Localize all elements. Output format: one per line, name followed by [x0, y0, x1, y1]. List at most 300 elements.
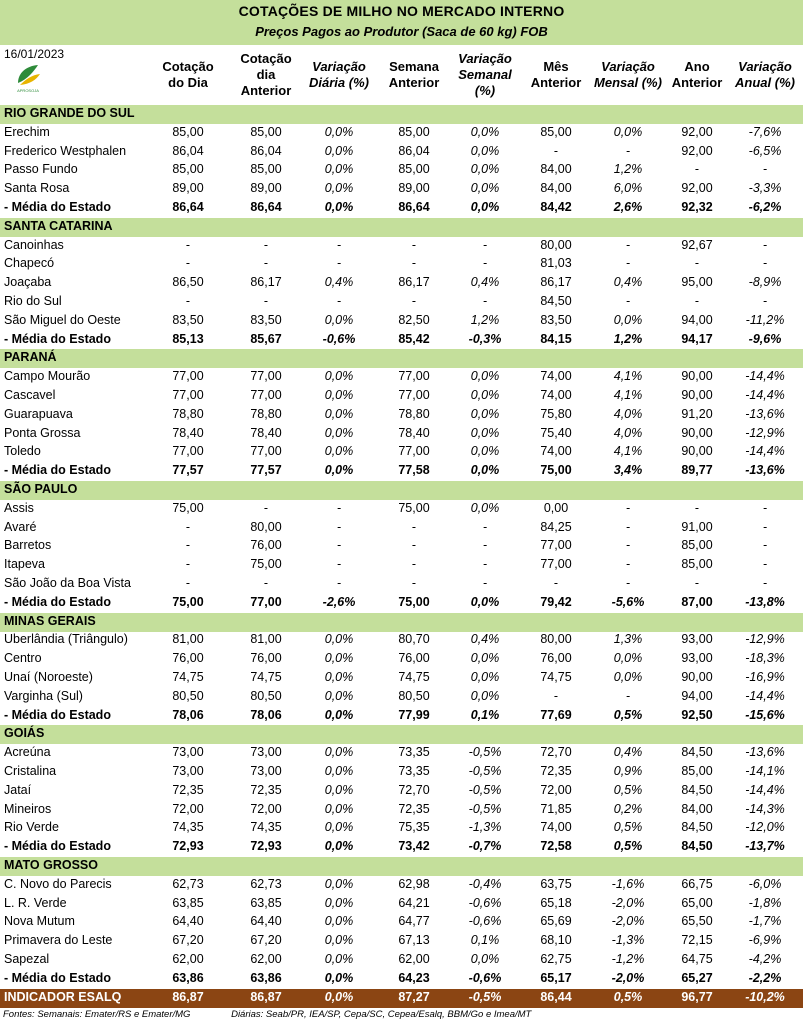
section-header [0, 349, 803, 368]
cell-col-8: 90,00 [681, 388, 713, 402]
cell-col-3: 0,0% [324, 200, 354, 214]
state-average-row [0, 970, 803, 989]
table-row-label: Mineiros [4, 801, 52, 816]
table-row-label: Toledo [4, 444, 41, 459]
cell-col-1: 77,00 [172, 369, 204, 384]
cell-col-6: 77,69 [540, 707, 572, 722]
cell-col-2: 80,50 [250, 688, 282, 703]
cell-col-4: 86,64 [398, 200, 430, 214]
cell-col-9: -3,3% [748, 181, 782, 196]
cell-col-6: 84,15 [540, 331, 572, 346]
cell-col-3: - [336, 538, 342, 553]
cell-col-2: 86,87 [250, 989, 282, 1004]
table-row-label: C. Novo do Parecis [4, 876, 112, 891]
cell-col-6: 65,17 [540, 970, 572, 985]
cell-col-9: - [762, 500, 768, 515]
cell-col-4: 85,00 [398, 162, 430, 177]
section-header [0, 481, 803, 500]
cell-col-9: -10,2% [745, 989, 785, 1004]
cell-col-5: 0,0% [470, 952, 500, 966]
cell-col-7: -2,0% [611, 970, 645, 985]
cell-col-3: 0,0% [324, 801, 354, 816]
cell-col-4: - [411, 237, 417, 252]
cell-col-7: -1,3% [611, 933, 645, 948]
cell-col-3: 0,0% [324, 181, 354, 196]
table-row-label: São Miguel do Oeste [4, 312, 121, 327]
cell-col-3: 0,0% [324, 143, 354, 158]
cell-col-3: 0,0% [324, 876, 354, 891]
cell-col-8: 85,00 [681, 764, 713, 778]
cell-col-2: 77,57 [250, 463, 282, 478]
cell-col-9: -12,9% [745, 425, 785, 440]
table-row [0, 876, 803, 895]
cell-col-2: 86,64 [250, 200, 282, 214]
table-row [0, 124, 803, 143]
cell-col-5: - [482, 557, 488, 572]
cell-col-2: 76,00 [250, 538, 282, 553]
table-row [0, 556, 803, 575]
cell-col-2: 78,80 [250, 406, 282, 421]
cell-col-3: 0,0% [324, 651, 354, 666]
cell-col-6: 79,42 [540, 594, 572, 609]
cell-col-3: 0,0% [324, 764, 354, 778]
table-row-label: Uberlândia (Triângulo) [4, 632, 128, 647]
cell-col-4: - [411, 519, 417, 534]
cell-col-5: 0,0% [470, 406, 500, 421]
cell-col-4: 80,70 [398, 632, 430, 647]
section-header [0, 613, 803, 632]
cell-col-4: - [411, 557, 417, 572]
aprosoja-logo-icon [14, 63, 42, 93]
cell-col-9: -14,4% [745, 688, 785, 703]
cell-col-5: 0,0% [470, 162, 500, 177]
table-row-label: Itapeva [4, 557, 46, 572]
cell-col-5: -0,6% [468, 895, 502, 910]
cell-col-9: -14,1% [745, 764, 785, 778]
cell-col-7: 2,6% [613, 200, 643, 214]
cell-col-7: 1,2% [613, 162, 643, 177]
cell-col-7: 0,0% [613, 124, 643, 139]
cell-col-5: 0,4% [470, 275, 500, 290]
table-row-label: Rio do Sul [4, 294, 62, 308]
cell-col-8: - [694, 256, 700, 271]
cell-col-2: 74,75 [250, 670, 282, 684]
table-row-label: Avaré [4, 519, 37, 534]
cell-col-7: - [625, 237, 631, 252]
cell-col-5: 0,0% [470, 500, 500, 515]
table-row [0, 519, 803, 538]
cell-col-8: 64,75 [681, 952, 713, 966]
section-header-label: MATO GROSSO [4, 858, 98, 872]
table-row-label: Varginha (Sul) [4, 688, 83, 703]
cell-col-7: 3,4% [613, 463, 643, 478]
section-header-label: PARANÁ [4, 350, 57, 365]
table-row-label: Campo Mourão [4, 369, 91, 384]
table-row-label: Erechim [4, 124, 50, 139]
cell-col-2: 73,00 [250, 745, 282, 760]
cell-col-4: 72,35 [398, 801, 430, 816]
table-row-label: Chapecó [4, 256, 55, 271]
cell-col-9: -1,7% [748, 914, 782, 929]
cell-col-2: - [263, 256, 269, 271]
footer-daily-sources: Diárias: Seab/PR, IEA/SP, Cepa/SC, Cepea/Esalq, BBM/Go e Imea/MT [231, 1009, 532, 1020]
cell-col-3: - [336, 557, 342, 572]
cell-col-1: 80,50 [172, 688, 204, 703]
table-row [0, 143, 803, 162]
cell-col-6: 84,42 [540, 200, 572, 214]
cell-col-8: 95,00 [681, 275, 713, 290]
table-row-label: Acreúna [4, 745, 51, 760]
cell-col-1: 63,86 [172, 970, 204, 985]
cell-col-7: 4,0% [613, 425, 643, 440]
cell-col-3: 0,0% [324, 312, 354, 327]
cell-col-2: - [263, 237, 269, 252]
cell-col-3: 0,0% [324, 839, 354, 854]
cell-col-6: 0,00 [543, 500, 569, 515]
cell-col-7: 4,1% [613, 388, 643, 402]
cell-col-1: - [185, 519, 191, 534]
cell-col-8: 87,00 [681, 594, 713, 609]
state-average-row-label: - Média do Estado [4, 707, 111, 722]
cell-col-6: 86,44 [540, 989, 572, 1004]
cell-col-3: 0,0% [324, 745, 354, 760]
cell-col-2: 77,00 [250, 369, 282, 384]
section-header-label: SÃO PAULO [4, 482, 78, 496]
cell-col-9: -14,4% [745, 388, 785, 402]
cell-col-7: - [625, 538, 631, 553]
table-row-label: Guarapuava [4, 406, 73, 421]
cell-col-3: -0,6% [322, 331, 356, 346]
cell-col-8: 85,00 [681, 538, 713, 553]
cell-col-1: 86,87 [172, 989, 204, 1004]
cell-col-4: 64,23 [398, 970, 430, 985]
cell-col-3: 0,0% [324, 406, 354, 421]
cell-col-2: 83,50 [250, 312, 282, 327]
cell-col-8: 94,00 [681, 312, 713, 327]
cell-col-1: 62,00 [172, 952, 204, 966]
column-header-7: Variação Mensal (%) [594, 59, 662, 90]
esalq-indicator-row [0, 989, 803, 1008]
state-average-row [0, 594, 803, 613]
table-row [0, 274, 803, 293]
sources-footer [3, 1009, 569, 1020]
cell-col-3: -2,6% [322, 594, 356, 609]
cell-col-4: 86,17 [398, 275, 430, 290]
cell-col-7: -2,0% [611, 914, 645, 929]
cell-col-7: 0,9% [613, 764, 643, 778]
cell-col-3: 0,0% [324, 124, 354, 139]
cell-col-6: 72,58 [540, 839, 572, 854]
table-row [0, 782, 803, 801]
section-header-label: SANTA CATARINA [4, 218, 113, 233]
cell-col-9: -4,2% [748, 952, 782, 966]
cell-col-9: -13,6% [745, 406, 785, 421]
table-row-label: Passo Fundo [4, 162, 78, 177]
cell-col-1: 74,35 [172, 820, 204, 835]
cell-col-4: - [411, 256, 417, 271]
cell-col-6: 84,50 [540, 294, 572, 308]
cell-col-9: -18,3% [745, 651, 785, 666]
cell-col-7: - [625, 143, 631, 158]
cell-col-8: 94,17 [681, 331, 713, 346]
cell-col-8: - [694, 576, 700, 590]
cell-col-7: - [625, 557, 631, 572]
cell-col-5: -0,3% [468, 331, 502, 346]
cell-col-8: 91,20 [681, 406, 713, 421]
cell-col-7: 0,5% [613, 782, 643, 797]
column-header-2: Cotação dia Anterior [240, 51, 292, 98]
cell-col-1: 76,00 [172, 651, 204, 666]
cell-col-4: 74,75 [398, 670, 430, 684]
cell-col-6: 71,85 [540, 801, 572, 816]
cell-col-6: 74,00 [540, 369, 572, 384]
cell-col-1: 72,00 [172, 801, 204, 816]
cell-col-5: - [482, 237, 488, 252]
cell-col-8: 84,50 [681, 820, 713, 835]
table-row [0, 951, 803, 970]
cell-col-9: -6,2% [748, 200, 782, 214]
cell-col-1: 77,00 [172, 444, 204, 459]
cell-col-9: - [762, 519, 768, 534]
cell-col-1: 77,00 [172, 388, 204, 402]
column-header-4: Semana Anterior [388, 59, 440, 90]
table-row-label: L. R. Verde [4, 895, 67, 910]
table-row-label: Unaí (Noroeste) [4, 670, 93, 684]
table-row-label: São João da Boa Vista [4, 576, 131, 590]
section-header [0, 105, 803, 124]
cell-col-3: - [336, 294, 342, 308]
table-row [0, 180, 803, 199]
cell-col-8: 84,50 [681, 839, 713, 854]
column-header-6: Mês Anterior [530, 59, 582, 90]
cell-col-4: - [411, 294, 417, 308]
cell-col-5: 0,0% [470, 124, 500, 139]
cell-col-9: - [762, 538, 768, 553]
cell-col-7: 4,0% [613, 406, 643, 421]
cell-col-8: 94,00 [681, 688, 713, 703]
cell-col-8: 90,00 [681, 369, 713, 384]
cell-col-1: 85,00 [172, 162, 204, 177]
cell-col-4: 80,50 [398, 688, 430, 703]
cell-col-6: 77,00 [540, 538, 572, 553]
cell-col-3: 0,0% [324, 895, 354, 910]
table-row [0, 255, 803, 274]
cell-col-7: - [625, 576, 631, 590]
cell-col-1: - [185, 557, 191, 572]
cell-col-6: 63,75 [540, 876, 572, 891]
cell-col-6: 68,10 [540, 933, 572, 948]
cell-col-2: 76,00 [250, 651, 282, 666]
cell-col-5: -0,6% [468, 914, 502, 929]
cell-col-8: 89,77 [681, 463, 713, 478]
cell-col-9: -14,4% [745, 444, 785, 459]
cell-col-3: - [336, 256, 342, 271]
cell-col-3: - [336, 576, 342, 590]
cell-col-1: - [185, 538, 191, 553]
table-row-label: Sapezal [4, 952, 50, 966]
cell-col-8: 90,00 [681, 425, 713, 440]
cell-col-9: -6,5% [748, 143, 782, 158]
cell-col-3: 0,0% [324, 688, 354, 703]
cell-col-2: 80,00 [250, 519, 282, 534]
cell-col-2: 77,00 [250, 444, 282, 459]
cell-col-7: 1,2% [613, 331, 643, 346]
cell-col-9: -14,3% [745, 801, 785, 816]
cell-col-3: 0,0% [324, 444, 354, 459]
table-row-label: Ponta Grossa [4, 425, 81, 440]
cell-col-1: 78,40 [172, 425, 204, 440]
cell-col-7: 0,5% [613, 989, 643, 1004]
cell-col-8: 92,00 [681, 143, 713, 158]
table-row [0, 425, 803, 444]
cell-col-6: 74,00 [540, 444, 572, 459]
cell-col-2: 74,35 [250, 820, 282, 835]
cell-col-1: - [185, 256, 191, 271]
cell-col-8: 84,50 [681, 782, 713, 797]
cell-col-8: 93,00 [681, 651, 713, 666]
cell-col-7: -5,6% [611, 594, 645, 609]
cell-col-8: 65,00 [681, 895, 713, 910]
cell-col-9: -13,8% [745, 594, 785, 609]
cell-col-7: - [625, 500, 631, 515]
cell-col-9: -16,9% [745, 670, 785, 684]
cell-col-6: 62,75 [540, 952, 572, 966]
cell-col-4: 77,99 [398, 707, 430, 722]
cell-col-6: 72,00 [540, 782, 572, 797]
table-row [0, 312, 803, 331]
cell-col-1: 85,00 [172, 124, 204, 139]
cell-col-5: 1,2% [470, 312, 500, 327]
cell-col-1: 73,00 [172, 745, 204, 760]
cell-col-1: 85,13 [172, 331, 204, 346]
cell-col-1: 89,00 [172, 181, 204, 196]
cell-col-7: -2,0% [611, 895, 645, 910]
cell-col-8: 85,00 [681, 557, 713, 572]
cell-col-4: 75,00 [398, 500, 430, 515]
table-row [0, 575, 803, 594]
cell-col-9: - [762, 557, 768, 572]
cell-col-9: - [762, 576, 768, 590]
state-average-row [0, 331, 803, 350]
cell-col-2: 85,00 [250, 124, 282, 139]
cell-col-5: 0,1% [470, 707, 500, 722]
cell-col-8: 91,00 [681, 519, 713, 534]
cell-col-5: 0,0% [470, 388, 500, 402]
cell-col-7: 0,5% [613, 707, 643, 722]
cell-col-9: -13,6% [745, 745, 785, 760]
cell-col-6: 76,00 [540, 651, 572, 666]
cell-col-9: -9,6% [748, 331, 782, 346]
table-row [0, 932, 803, 951]
state-average-row-label: - Média do Estado [4, 970, 111, 985]
cell-col-4: 77,00 [398, 369, 430, 384]
cell-col-4: 85,42 [398, 331, 430, 346]
sheet-title: COTAÇÕES DE MILHO NO MERCADO INTERNO [238, 3, 565, 19]
column-header-3: Variação Diária (%) [309, 59, 369, 90]
cell-col-4: 73,35 [398, 764, 430, 778]
cell-col-2: 72,00 [250, 801, 282, 816]
cell-col-6: 75,40 [540, 425, 572, 440]
cell-col-3: 0,0% [324, 914, 354, 929]
cell-col-8: 96,77 [681, 989, 713, 1004]
table-row [0, 161, 803, 180]
cell-col-3: - [336, 519, 342, 534]
cell-col-7: 0,5% [613, 839, 643, 854]
table-row [0, 913, 803, 932]
cell-col-9: -14,4% [745, 782, 785, 797]
cell-col-5: -0,5% [468, 782, 502, 797]
cell-col-8: 84,50 [681, 745, 713, 760]
cell-col-9: -7,6% [748, 124, 782, 139]
cell-col-8: 84,00 [681, 801, 713, 816]
section-header [0, 857, 803, 876]
esalq-indicator-row-label: INDICADOR ESALQ [4, 989, 122, 1004]
cell-col-4: 78,40 [398, 425, 430, 440]
state-average-row [0, 199, 803, 218]
cell-col-8: 65,27 [681, 970, 713, 985]
cell-col-3: 0,0% [324, 820, 354, 835]
cell-col-3: 0,0% [324, 632, 354, 647]
cell-col-4: 77,00 [398, 388, 430, 402]
cell-col-4: 73,42 [398, 839, 430, 854]
cell-col-8: 92,32 [681, 200, 713, 214]
cell-col-9: -12,9% [745, 632, 785, 647]
cell-col-4: 85,00 [398, 124, 430, 139]
table-row-label: Barretos [4, 538, 52, 553]
cell-col-5: - [482, 519, 488, 534]
column-header-5: Variação Semanal (%) [458, 51, 512, 98]
table-row [0, 650, 803, 669]
cell-col-2: 63,85 [250, 895, 282, 910]
quotation-date: 16/01/2023 [4, 47, 65, 61]
table-row-label: Jataí [4, 782, 32, 797]
cell-col-7: 0,0% [613, 651, 643, 666]
cell-col-1: 78,80 [172, 406, 204, 421]
cell-col-7: 4,1% [613, 369, 643, 384]
table-row-label: Assis [4, 500, 34, 515]
cell-col-3: 0,0% [324, 970, 354, 985]
cell-col-1: 81,00 [172, 632, 204, 647]
cell-col-9: - [762, 294, 768, 308]
cell-col-2: 62,73 [250, 876, 282, 891]
state-average-row-label: - Média do Estado [4, 200, 111, 214]
cell-col-4: 75,00 [398, 594, 430, 609]
cell-col-1: 83,50 [172, 312, 204, 327]
cell-col-9: - [762, 162, 768, 177]
table-row [0, 895, 803, 914]
cell-col-2: 89,00 [250, 181, 282, 196]
cell-col-1: 75,00 [172, 500, 204, 515]
cell-col-9: -2,2% [748, 970, 782, 985]
cell-col-7: - [625, 688, 631, 703]
cell-col-3: 0,0% [324, 782, 354, 797]
cell-col-1: 78,06 [172, 707, 204, 722]
section-header [0, 725, 803, 744]
cell-col-3: - [336, 237, 342, 252]
cell-col-4: 89,00 [398, 181, 430, 196]
cell-col-5: -0,5% [468, 764, 502, 778]
cell-col-6: 80,00 [540, 632, 572, 647]
table-row [0, 387, 803, 406]
cell-col-6: 74,00 [540, 388, 572, 402]
cell-col-1: - [185, 237, 191, 252]
cell-col-9: -6,0% [748, 876, 782, 891]
state-average-row [0, 462, 803, 481]
cell-col-5: -0,6% [468, 970, 502, 985]
cell-col-6: - [553, 688, 559, 703]
cell-col-5: -0,5% [468, 745, 502, 760]
cell-col-7: 0,0% [613, 312, 643, 327]
